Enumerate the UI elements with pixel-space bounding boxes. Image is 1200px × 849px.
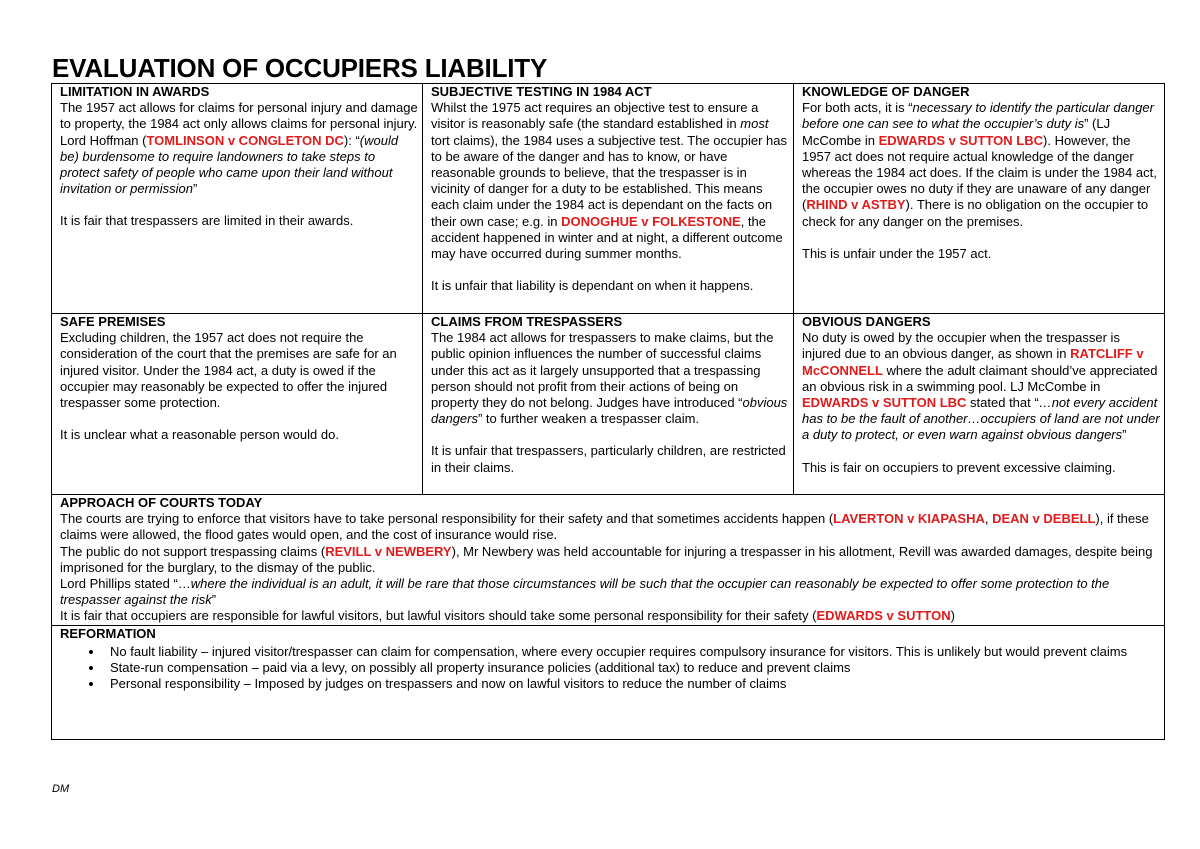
limitation-text: The 1957 act allows for claims for personal injury and damage to property, the 1984 act only allows claims for personal injury. Lord Hoffman (TOMLINSON v CONGLETON DC): “(would be) burdensome to require landowners to take steps to protect safety of people who came upon their land without invitation or permission”: [60, 100, 418, 197]
approach-line-1: The courts are trying to enforce that visitors have to take personal responsibility for their safety and that sometimes accidents happen (LAVERTON v KIAPASHA, DEAN v DEBELL), if these claims were allowed, the flood gates would open, and the cost of insurance would rise.: [60, 511, 1149, 543]
claims-conclusion: It is unfair that trespassers, particularly children, are restricted in their claims.: [431, 443, 786, 475]
subjective-text: Whilst the 1975 act requires an objective test to ensure a visitor is reasonably safe (the standard established in most tort claims), the 1984 uses a subjective test. The occupier has to be aware of the danger and has to know, or have reasonable grounds to believe, that the trespasser is in vicinity of danger for a duty to be established. This means each claim under the 1984 act is dependant on the facts on their own case; e.g. in DONOGHUE v FOLKESTONE, the accident happened in winter and at night, a different outcome may have occurred during summer months.: [431, 100, 787, 262]
knowledge-conclusion: This is unfair under the 1957 act.: [802, 245, 992, 261]
case-donoghue: DONOGHUE v FOLKESTONE: [561, 213, 741, 229]
approach-line-3: Lord Phillips stated “…where the individual is an adult, it will be rare that those circumstances will be such that the occupier can reasonably be expected to offer some protection to the trespasser against the risk”: [60, 576, 1110, 608]
knowledge-text: For both acts, it is “necessary to identify the particular danger before one can see to what the occupier’s duty is” (LJ McCombe in EDWARDS v SUTTON LBC). However, the 1957 act does not require actual knowledge of the danger whereas the 1984 act does. If the claim is under the 1984 act, the occupier owes no duty if they are unaware of any danger (RHIND v ASTBY). There is no obligation on the occupier to check for any danger on the premises.: [802, 100, 1157, 229]
footer-initials: DM: [52, 783, 70, 795]
limitation-conclusion: It is fair that trespassers are limited in their awards.: [60, 213, 354, 229]
list-item: • State-run compensation – paid via a levy, on possibly all property insurance policies (additional tax) to reduce and prevent claims: [104, 660, 1160, 676]
list-item: • No fault liability – injured visitor/trespasser can claim for compensation, where every occupier requires compulsory insurance for visitors. This is unlikely but would prevent claims: [104, 644, 1160, 660]
safe-text: Excluding children, the 1957 act does not require the consideration of the court that the premises are safe for an injured visitor. Under the 1984 act, a duty is owed if the occupier may reasonably be expected to offer the injured trespasser some protection.: [60, 330, 397, 411]
cell-subjective-testing: [423, 84, 794, 314]
case-edwards-sutton: EDWARDS v SUTTON: [816, 608, 951, 624]
page-title: EVALUATION OF OCCUPIERS LIABILITY: [52, 53, 548, 83]
obvious-text: No duty is owed by the occupier when the trespasser is injured due to an obvious danger, as shown in RATCLIFF v McCONNELL where the adult claimant should’ve appreciated an obvious risk in a swimming pool. LJ McCombe in EDWARDS v SUTTON LBC stated that “…not every accident has to be the fault of another…occupiers of land are not under a duty to protect, or even warn against obvious dangers”: [802, 330, 1160, 443]
heading-knowledge: KNOWLEDGE OF DANGER: [802, 84, 970, 99]
approach-line-2: The public do not support trespassing claims (REVILL v NEWBERY), Mr Newbery was held accountable for injuring a trespasser in his allotment, Revill was awarded damages, despite being imprisoned for the burglary, to the dismay of the public.: [60, 543, 1153, 575]
safe-conclusion: It is unclear what a reasonable person would do.: [60, 427, 339, 443]
heading-obvious: OBVIOUS DANGERS: [802, 314, 931, 329]
obvious-conclusion: This is fair on occupiers to prevent excessive claiming.: [802, 459, 1116, 475]
case-edwards-sutton-lbc-2: EDWARDS v SUTTON LBC: [802, 395, 967, 411]
subjective-conclusion: It is unfair that liability is dependant on when it happens.: [431, 278, 754, 294]
case-dean: DEAN v DEBELL: [992, 511, 1096, 527]
cell-limitation-in-awards: [52, 84, 423, 314]
heading-limitation: LIMITATION IN AWARDS: [60, 84, 210, 99]
evaluation-table: [51, 83, 1165, 740]
case-ratcliff: RATCLIFF v McCONNELL: [802, 346, 1144, 378]
case-tomlinson: TOMLINSON v CONGLETON DC: [146, 132, 344, 148]
case-rhind: RHIND v ASTBY: [806, 197, 906, 213]
case-revill: REVILL v NEWBERY: [325, 543, 452, 559]
claims-text: The 1984 act allows for trespassers to make claims, but the public opinion influences the number of successful claims under this act as it largely unsupported that a trespassing person should not profit from their actions of being on property they do not belong. Judges have introduced “obvious dangers” to further weaken a trespasser claim.: [431, 330, 788, 427]
cell-safe-premises: [52, 314, 423, 495]
approach-line-4: It is fair that occupiers are responsible for lawful visitors, but lawful visitors should take some personal responsibility for their safety (EDWARDS v SUTTON): [60, 608, 955, 624]
cell-reformation: [52, 625, 1165, 739]
list-item: • Personal responsibility – Imposed by judges on trespassers and now on lawful visitors to reduce the number of claims: [104, 676, 1160, 692]
cell-obvious-dangers: [794, 314, 1165, 495]
cell-approach-of-courts: [52, 495, 1165, 626]
heading-approach: APPROACH OF COURTS TODAY: [60, 495, 263, 510]
reformation-list: [60, 644, 1160, 693]
case-laverton: LAVERTON v KIAPASHA: [833, 511, 985, 527]
case-edwards-sutton-lbc: EDWARDS v SUTTON LBC: [878, 132, 1044, 148]
heading-claims: CLAIMS FROM TRESPASSERS: [431, 314, 623, 329]
heading-safe-premises: SAFE PREMISES: [60, 314, 166, 329]
cell-knowledge-of-danger: [794, 84, 1165, 314]
heading-subjective: SUBJECTIVE TESTING IN 1984 ACT: [431, 84, 652, 99]
cell-claims-from-trespassers: [423, 314, 794, 495]
heading-reformation: REFORMATION: [60, 625, 156, 641]
